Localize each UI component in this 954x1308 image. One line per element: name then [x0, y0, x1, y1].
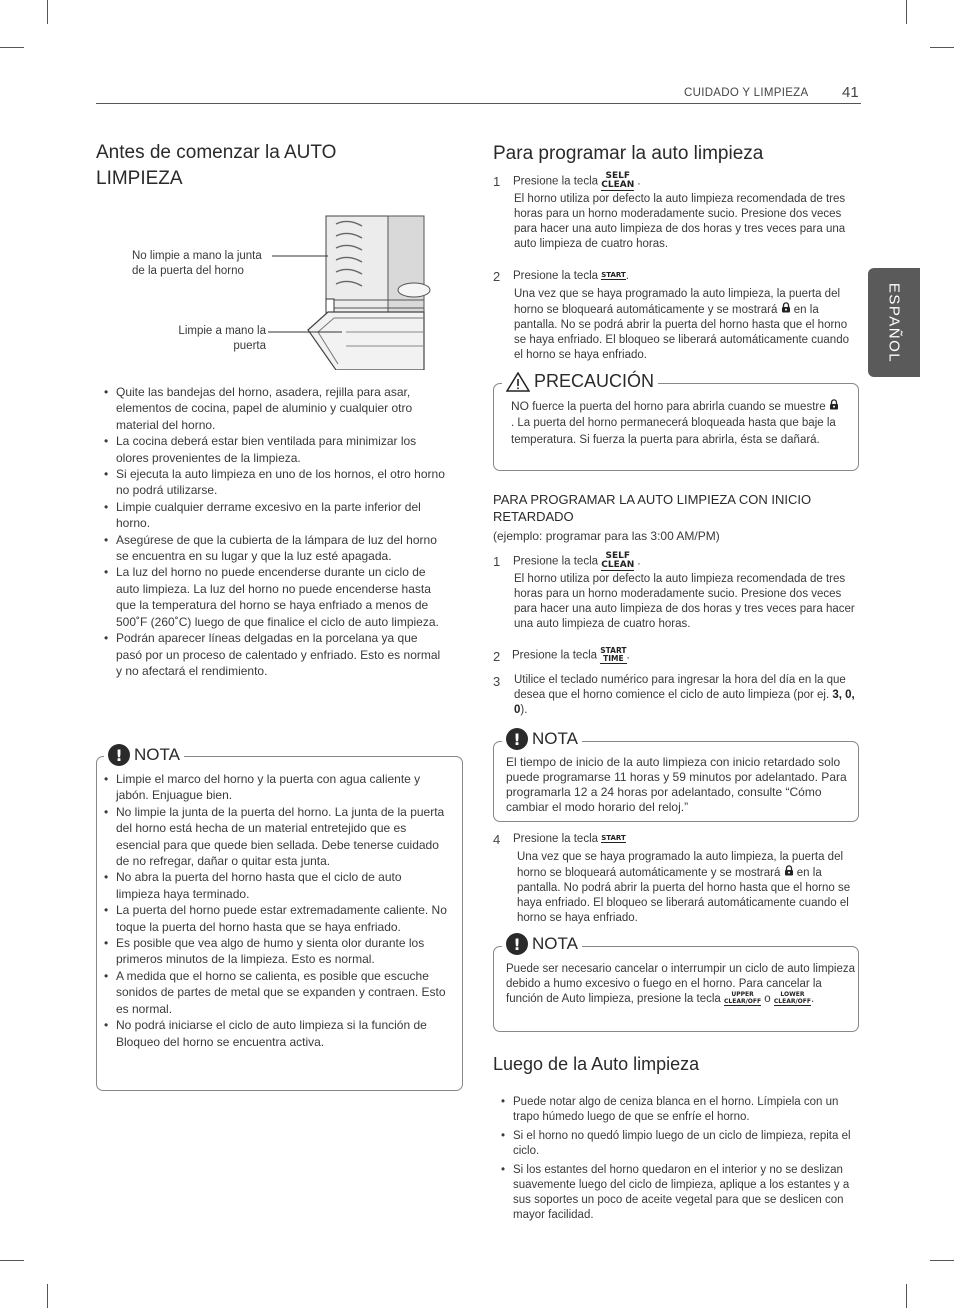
- list-item: • La luz del horno no puede encenderse durante un ciclo de auto limpieza. La luz del horno no puede encenderse hasta que la temperatura del horno se haya enfriado a menos de 500˚F (260˚C) luego de que finalice el ciclo de auto limpieza.: [104, 564, 446, 630]
- cancel-note-or: o: [764, 993, 771, 1006]
- key-self: SELF: [605, 551, 630, 561]
- label-door: Limpie a mano la puerta: [178, 325, 266, 352]
- list-item: • No podrá iniciarse el ciclo de auto limpieza si la función de Bloqueo del horno se encuentra activa.: [104, 1017, 448, 1050]
- list-item: • Podrán aparecer líneas delgadas en la porcelana ya que pasó por un proceso de calentado y enfriado. Esto es normal y no afectará el rendimiento.: [104, 630, 446, 679]
- exclamation-icon: !: [108, 744, 130, 766]
- delayed-step-1-text: El horno utiliza por defecto la auto limpieza recomendada de tres horas para un horno moderadamente sucio. Presione dos veces para hacer una auto limpieza de dos horas y tres veces para hacer una auto limpieza de cuatro horas.: [514, 573, 855, 630]
- step-1-text: El horno utiliza por defecto la auto limpieza recomendada de tres horas para un horno moderadamente sucio. Presione dos veces para hacer una auto limpieza de dos horas y tres veces para una auto limpieza de cuatro horas.: [514, 193, 846, 250]
- list-item: • Limpie el marco del horno y la puerta con agua caliente y jabón. Enjuague bien.: [104, 771, 448, 804]
- cancel-note-text: Puede ser necesario cancelar o interrumpir un ciclo de auto limpieza debido a humo excesivo o fuego en el horno. Para cancelar la función de Auto limpieza, presione la tecla UPPER CLEAR/OFF o LOWER CLEAR/OFF.: [506, 963, 856, 1006]
- press-key-text: Presione la tecla: [513, 270, 599, 282]
- step-2-text: [514, 287, 860, 363]
- caution-text-b: . La puerta del horno permanecerá bloqueada hasta que baje la temperatura. Si fuerza la puerta para abrirla, ésta se dañará.: [511, 417, 836, 446]
- key-lower: LOWER: [780, 991, 805, 998]
- key-upper: UPPER: [731, 991, 754, 998]
- list-item: • Quite las bandejas del horno, asadera, rejilla para asar, elementos de cocina, papel de aluminio y cualquier otro material del horno.: [104, 384, 446, 433]
- cancel-note-label: NOTA: [532, 934, 578, 953]
- key-time: TIME: [603, 654, 624, 663]
- crop-mark: [906, 1284, 907, 1308]
- after-bullet-list: [501, 1095, 861, 1223]
- list-item: • Asegúrese de que la cubierta de la lámpara de luz del horno se encuentra en su lugar y que la luz esté apagada.: [104, 532, 446, 565]
- left-note-label: NOTA: [134, 745, 180, 764]
- prep-bullet-list: [104, 384, 446, 679]
- list-item: • No abra la puerta del horno hasta que el ciclo de auto limpieza haya terminado.: [104, 869, 448, 902]
- section-title: CUIDADO Y LIMPIEZA: [684, 87, 809, 99]
- caution-text: [511, 398, 841, 448]
- key-clear-off: CLEAR/OFF: [724, 997, 762, 1005]
- list-item: • Puede notar algo de ceniza blanca en el horno. Límpiela con un trapo húmedo luego de que se enfríe el horno.: [501, 1095, 861, 1125]
- delayed-note-label: NOTA: [532, 729, 578, 748]
- list-item: • A medida que el horno se calienta, es posible que escuche sonidos de partes de metal que se expanden y contraen. Esto es normal.: [104, 968, 448, 1017]
- label-gasket: No limpie a mano la junta de la puerta del horno: [132, 250, 262, 277]
- oven-illustration: [96, 214, 436, 370]
- caution-title: [502, 371, 658, 392]
- list-item: • No limpie la junta de la puerta del horno. La junta de la puerta del horno está hecha de un material entretejido que es esencial para que quede bien sellada. Debe tenerse cuidado de no refregar, dañar o quitar esta junta.: [104, 804, 448, 870]
- delayed-step-4-text: [517, 850, 857, 926]
- list-item: • Si ejecuta la auto limpieza en uno de los hornos, el otro horno no podrá utilizarse.: [104, 466, 446, 499]
- step-number: 3: [493, 674, 501, 689]
- delayed-step-2-press: Presione la tecla START TIME .: [512, 646, 630, 663]
- crop-mark: [930, 47, 954, 48]
- start-key-icon: START: [601, 833, 626, 842]
- step-4-text-a: Una vez que se haya programado la auto limpieza, la puerta del horno se bloqueará automáticamente y se mostrará: [517, 851, 844, 879]
- step-number: 1: [493, 174, 501, 189]
- step-number: 2: [493, 269, 501, 284]
- step-2-text-b: en la pantalla. No se podrá abrir la puerta del horno hasta que el horno se haya enfriado. El bloqueo se liberará automáticamente cuando el horno se haya enfriado.: [514, 304, 849, 361]
- crop-mark: [47, 0, 48, 24]
- list-item: • Limpie cualquier derrame excesivo en la parte inferior del horno.: [104, 499, 446, 532]
- step-number: 2: [493, 649, 501, 664]
- step-2-text-a: Una vez que se haya programado la auto limpieza, la puerta del horno se bloqueará automáticamente y se mostrará: [514, 288, 841, 316]
- start-key-icon: START: [601, 270, 626, 279]
- step-4-text-b: en la pantalla. No podrá abrir la puerta del horno hasta que el horno se haya enfriado. El bloqueo se liberará automáticamente cuando el horno se haya enfriado.: [517, 867, 851, 924]
- key-clean: CLEAN: [601, 180, 635, 190]
- cancel-note-title: [502, 933, 582, 955]
- step-1-press: Presione la tecla SELF CLEAN .: [513, 171, 641, 190]
- crop-mark: [0, 47, 24, 48]
- delayed-heading: PARA PROGRAMAR LA AUTO LIMPIEZA CON INICIO RETARDADO: [493, 492, 812, 524]
- press-key-text: Presione la tecla: [513, 175, 599, 188]
- lock-icon: [784, 867, 794, 879]
- delayed-note-title: [502, 728, 582, 750]
- lock-icon: [781, 304, 794, 316]
- step-3-digits: 3, 0, 0: [514, 689, 855, 716]
- step-number: 1: [493, 554, 501, 569]
- list-item: • La puerta del horno puede estar extremadamente caliente. No toque la puerta del horno hasta que se haya enfriado.: [104, 902, 448, 935]
- press-key-text: Presione la tecla: [512, 649, 598, 662]
- delayed-example: (ejemplo: programar para las 3:00 AM/PM): [493, 529, 720, 543]
- key-lower-clear: CLEAR/OFF: [773, 997, 811, 1005]
- warning-triangle-icon: [506, 372, 530, 392]
- delayed-step-1-press: Presione la tecla SELF CLEAN .: [513, 551, 641, 570]
- lower-clear-key-icon: [774, 992, 811, 1006]
- press-key-text: Presione la tecla: [513, 833, 599, 845]
- delayed-step-3-text: [514, 673, 860, 718]
- after-title: Luego de la Auto limpieza: [493, 1054, 700, 1074]
- left-note-title: [104, 744, 184, 766]
- exclamation-icon: !: [506, 728, 528, 750]
- list-item: • La cocina deberá estar bien ventilada para minimizar los olores provenientes de la limpieza.: [104, 433, 446, 466]
- caution-no: NO: [511, 399, 529, 413]
- cancel-note-body: Puede ser necesario cancelar o interrumpir un ciclo de auto limpieza debido a humo excesivo o fuego en el horno. Para cancelar la función de Auto limpieza, presione la tecla: [506, 963, 856, 1006]
- lock-icon: [829, 401, 839, 413]
- crop-mark: [0, 1260, 24, 1261]
- key-self: SELF: [605, 171, 630, 181]
- key-clean: CLEAN: [601, 560, 635, 570]
- right-title: Para programar la auto limpieza: [493, 143, 764, 164]
- self-clean-key-icon: [601, 172, 634, 191]
- language-tab-label: ESPAÑOL: [885, 282, 903, 363]
- upper-clear-key-icon: [724, 992, 761, 1006]
- step-3-text: Utilice el teclado numérico para ingresar la hora del día en la que desea que el horno comience el ciclo de auto limpieza (por ej.: [514, 674, 846, 701]
- header-divider: [96, 103, 861, 104]
- list-item: • Si los estantes del horno quedaron en el interior y no se deslizan suavemente luego del ciclo de limpieza, aplique a los estantes y a sus soportes un poco de aceite vegetal para que se deslicen con mayor facilidad.: [501, 1163, 861, 1223]
- left-title: Antes de comenzar la AUTO LIMPIEZA: [96, 142, 337, 189]
- key-start: START: [600, 646, 627, 655]
- exclamation-icon: !: [506, 933, 528, 955]
- language-tab: [868, 268, 920, 377]
- delayed-note-text: El tiempo de inicio de la auto limpieza con inicio retardado solo puede programarse 11 horas y 59 minutos por adelantado. Para programarla 12 a 24 horas por adelantado, consulte “Cómo cambiar el modo horario del reloj.”: [506, 755, 847, 814]
- self-clean-key-icon: [601, 552, 634, 571]
- crop-mark: [930, 1260, 954, 1261]
- delayed-step-4-press: [513, 831, 626, 847]
- list-item: • Es posible que vea algo de humo y sienta olor durante los primeros minutos de la limpieza. Esto es normal.: [104, 935, 448, 968]
- caution-label: PRECAUCIÓN: [534, 371, 655, 391]
- page-number: 41: [842, 84, 859, 101]
- crop-mark: [906, 0, 907, 24]
- caution-text-a: fuerce la puerta del horno para abrirla cuando se muestre: [532, 401, 826, 413]
- press-key-text: Presione la tecla: [513, 555, 599, 568]
- step-number: 4: [493, 832, 501, 847]
- left-note-list: [104, 771, 448, 1050]
- list-item: • Si el horno no quedó limpio luego de un ciclo de limpieza, repita el ciclo.: [501, 1129, 861, 1159]
- crop-mark: [47, 1284, 48, 1308]
- step-2-press: Presione la tecla START.: [513, 270, 629, 282]
- start-time-key-icon: [600, 647, 626, 664]
- oven-figure: [96, 214, 436, 370]
- step-3-end: ).: [520, 704, 528, 716]
